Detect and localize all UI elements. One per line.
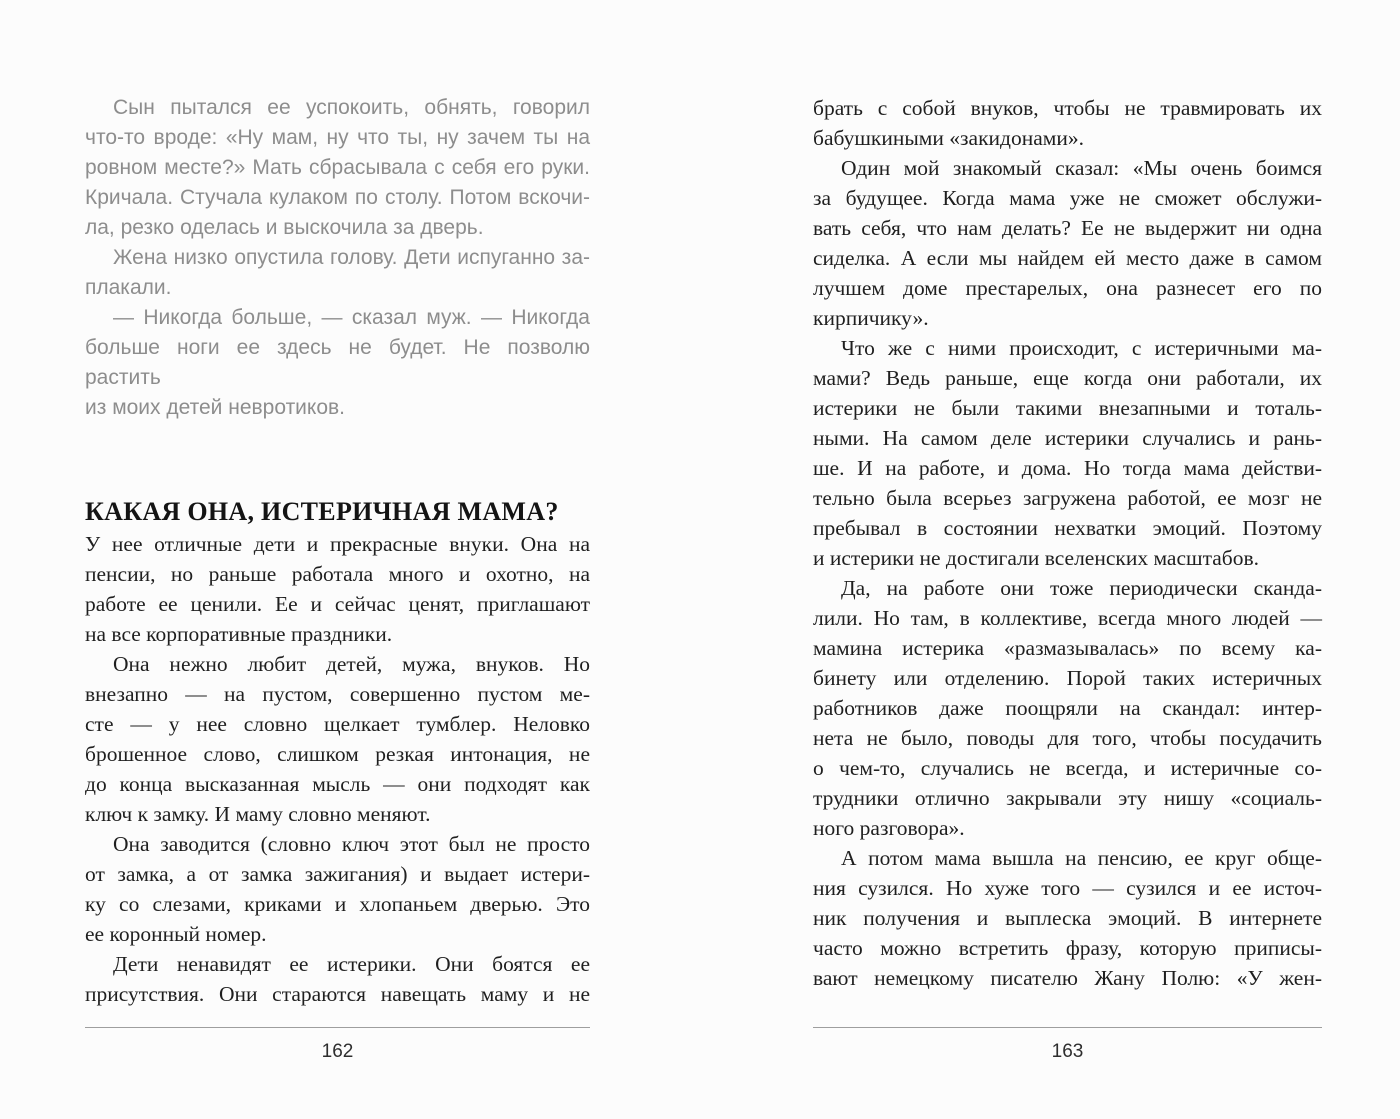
text-line: Что же с ними происходит, с истеричными ма- [841, 336, 1322, 360]
text-line: тельно была всерьез загружена работой, ее мозг не [813, 486, 1322, 510]
text-line: больше ноги ее здесь не будет. Не позволю растить [85, 336, 590, 389]
page-right [813, 0, 1322, 1119]
section-heading: КАКАЯ ОНА, ИСТЕРИЧНАЯ МАМА? [85, 497, 559, 526]
body-paragraph [85, 529, 590, 649]
body-paragraph [85, 949, 590, 1009]
text-line: сте — у нее словно щелкает тумблер. Неловко [85, 712, 590, 736]
text-line: от замка, а от замка зажигания) и выдает истери- [85, 862, 590, 886]
text-line: пенсии, но раньше работала много и охотно, на [85, 562, 590, 586]
text-line: внезапно — на пустом, совершенно пустом ме- [85, 682, 590, 706]
footer-rule [813, 1027, 1322, 1028]
page-number: 162 [321, 1041, 354, 1062]
text-line: Один мой знакомый сказал: «Мы очень боимся [841, 156, 1322, 180]
body-paragraph [813, 573, 1322, 843]
text-line: ее коронный номер. [85, 922, 267, 946]
text-line: Дети ненавидят ее истерики. Они боятся ее [113, 952, 590, 976]
body-paragraph [85, 649, 590, 829]
text-line: У нее отличные дети и прекрасные внуки. Она на [85, 532, 590, 556]
text-line: ла, резко оделась и выскочила за дверь. [85, 216, 484, 239]
page-footer [813, 1027, 1322, 1063]
page-footer [85, 1027, 590, 1063]
quote-paragraph [85, 303, 590, 423]
quote-paragraph [85, 243, 590, 303]
text-line: сиделка. А если мы найдем ей место даже в самом [813, 246, 1322, 270]
text-line: ключ к замку. И маму словно меняют. [85, 802, 431, 826]
text-line: ными. На самом деле истерики случались и рань- [813, 426, 1322, 450]
text-line: брать с собой внуков, чтобы не травмировать их [813, 96, 1322, 120]
quote-paragraph [85, 93, 590, 243]
text-line: ния сузился. Но хуже того — сузился и ее источ- [813, 876, 1322, 900]
text-line: часто можно встретить фразу, которую приписы- [813, 936, 1322, 960]
text-line: ного разговора». [813, 816, 965, 840]
text-line: лучшем доме престарелых, она разнесет его по [813, 276, 1322, 300]
text-line: Да, на работе они тоже периодически сканда- [841, 576, 1322, 600]
text-line: на все корпоративные праздники. [85, 622, 393, 646]
text-line: за будущее. Когда мама уже не сможет обслужи- [813, 186, 1322, 210]
text-line: мамина истерика «размазывалась» по всему ка- [813, 636, 1322, 660]
text-line: бинету или отделению. Порой таких истеричных [813, 666, 1322, 690]
text-line: А потом мама вышла на пенсию, ее круг обще- [841, 846, 1322, 870]
text-line: истерики не были такими внезапными и тоталь- [813, 396, 1322, 420]
body-paragraph [85, 829, 590, 949]
text-line: плакали. [85, 276, 172, 299]
footer-rule [85, 1027, 590, 1028]
text-line: пребывал в состоянии нехватки эмоций. Поэтому [813, 516, 1322, 540]
page-content [85, 93, 590, 1009]
text-line: бабушкиными «закидонами». [813, 126, 1085, 150]
page-number: 163 [1051, 1041, 1084, 1062]
text-line: ку со слезами, криками и хлопаньем дверью. Это [85, 892, 590, 916]
text-line: о чем-то, случались не всегда, и истеричные со- [813, 756, 1322, 780]
text-line: вают немецкому писателю Жану Полю: «У жен- [813, 966, 1322, 990]
text-line: и истерики не достигали вселенских масштабов. [813, 546, 1259, 570]
body-paragraph [813, 333, 1322, 573]
text-line: вать себя, что нам делать? Ее не выдержит ни одна [813, 216, 1322, 240]
body-paragraph [813, 93, 1322, 153]
text-line: работе ее ценили. Ее и сейчас ценят, приглашают [85, 592, 590, 616]
text-line: Она заводится (словно ключ этот был не просто [113, 832, 590, 856]
text-line: ше. И на работе, и дома. Но тогда мама действи- [813, 456, 1322, 480]
text-line: Она нежно любит детей, мужа, внуков. Но [113, 652, 590, 676]
text-line: кирпичику». [813, 306, 929, 330]
text-line: Сын пытался ее успокоить, обнять, говорил [113, 96, 590, 119]
text-line: нета не было, поводы для того, чтобы посудачить [813, 726, 1322, 750]
text-line: мами? Ведь раньше, еще когда они работали, их [813, 366, 1322, 390]
text-line: ровном месте?» Мать сбрасывала с себя его руки. [85, 156, 590, 179]
text-line: трудники отлично закрывали эту нишу «социаль- [813, 786, 1322, 810]
text-line: что-то вроде: «Ну мам, ну что ты, ну зачем ты на [85, 126, 590, 149]
body-paragraph [813, 153, 1322, 333]
text-line: присутствия. Они стараются навещать маму и не [85, 982, 590, 1006]
body-paragraph [813, 843, 1322, 993]
text-line: работников даже поощряли на скандал: интер- [813, 696, 1322, 720]
page-left [85, 0, 590, 1119]
text-line: лили. Но там, в коллективе, всегда много людей — [813, 606, 1322, 630]
text-line: — Никогда больше, — сказал муж. — Никогда [113, 306, 590, 329]
text-line: Кричала. Стучала кулаком по столу. Потом вскочи- [85, 186, 590, 209]
text-line: из моих детей невротиков. [85, 396, 346, 419]
text-line: брошенное слово, слишком резкая интонация, не [85, 742, 590, 766]
text-line: Жена низко опустила голову. Дети испуганно за- [113, 246, 590, 269]
text-line: до конца высказанная мысль — они подходят как [85, 772, 590, 796]
text-line: ник получения и выплеска эмоций. В интернете [813, 906, 1322, 930]
page-content [813, 93, 1322, 993]
